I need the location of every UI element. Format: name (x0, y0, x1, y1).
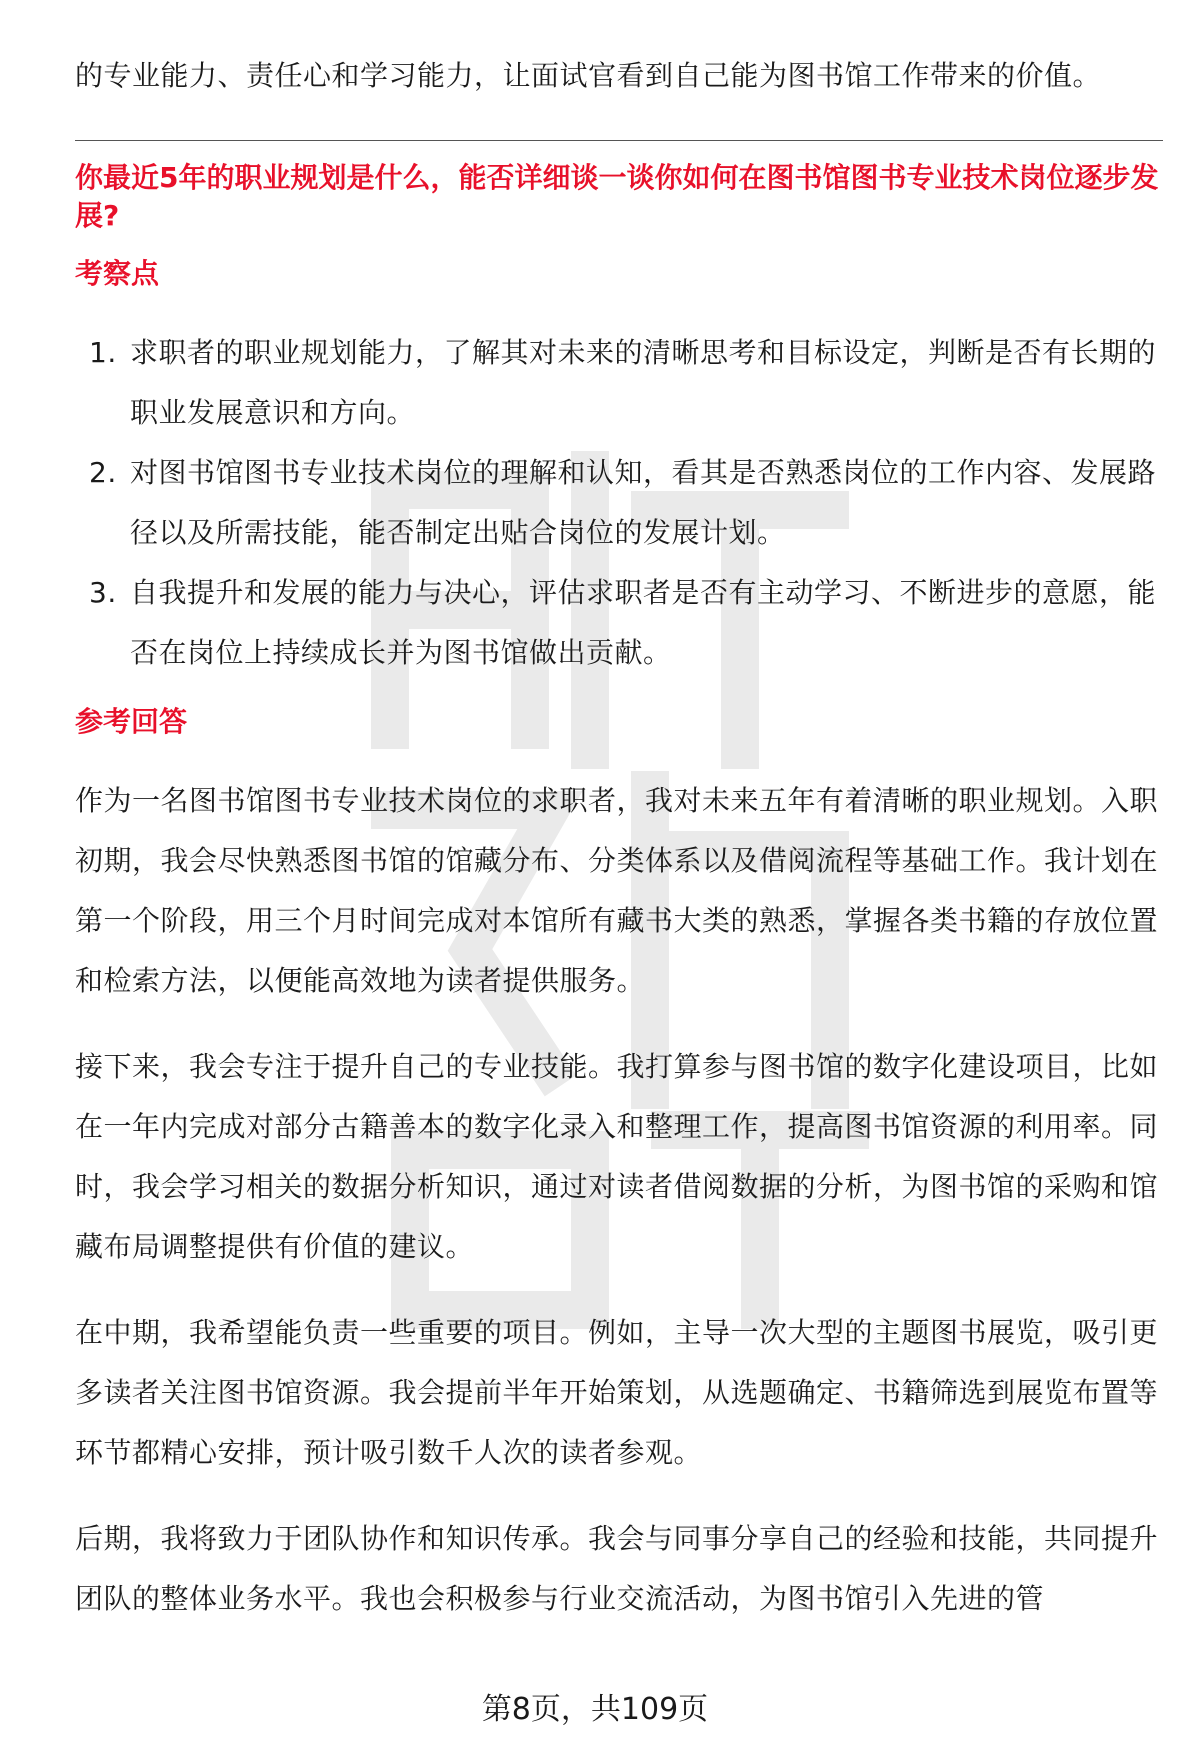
answer-paragraph: 在中期，我希望能负责一些重要的项目。例如，主导一次大型的主题图书展览，吸引更多读者关注图书馆资源。我会提前半年开始策划，从选题确定、书籍筛选到展览布置等环节都精心安排，预计吸引数千人次的读者参观。 (75, 1316, 1159, 1469)
list-item-number: 3. (89, 576, 117, 609)
answer-paragraph: 后期，我将致力于团队协作和知识传承。我会与同事分享自己的经验和技能，共同提升团队的整体业务水平。我也会积极参与行业交流活动，为图书馆引入先进的管 (75, 1522, 1159, 1615)
intro-paragraph: 的专业能力、责任心和学习能力，让面试官看到自己能为图书馆工作带来的价值。 (75, 59, 1102, 92)
list-item-text: 求职者的职业规划能力，了解其对未来的清晰思考和目标设定，判断是否有长期的职业发展意识和方向。 (130, 336, 1157, 429)
list-item (75, 323, 1163, 443)
answer-paragraph: 接下来，我会专注于提升自己的专业技能。我打算参与图书馆的数字化建设项目，比如在一年内完成对部分古籍善本的数字化录入和整理工作，提高图书馆资源的利用率。同时，我会学习相关的数据分析知识，通过对读者借阅数据的分析，为图书馆的采购和馆藏布局调整提供有价值的建议。 (75, 1050, 1159, 1263)
list-item-text: 自我提升和发展的能力与决心，评估求职者是否有主动学习、不断进步的意愿，能否在岗位上持续成长并为图书馆做出贡献。 (130, 576, 1157, 669)
answer-heading: 参考回答 (75, 705, 188, 738)
list-item-number: 2. (89, 456, 117, 489)
interview-question: 你最近5年的职业规划是什么，能否详细谈一谈你如何在图书馆图书专业技术岗位逐步发展? (75, 161, 1159, 232)
focus-heading: 考察点 (75, 257, 160, 290)
content-area (75, 46, 1163, 1655)
list-item (75, 563, 1163, 683)
list-item-number: 1. (89, 336, 117, 369)
list-item (75, 443, 1163, 563)
section-divider (75, 140, 1163, 141)
list-item-text: 对图书馆图书专业技术岗位的理解和认知，看其是否熟悉岗位的工作内容、发展路径以及所需技能，能否制定出贴合岗位的发展计划。 (130, 456, 1157, 549)
answer-paragraph: 作为一名图书馆图书专业技术岗位的求职者，我对未来五年有着清晰的职业规划。入职初期，我会尽快熟悉图书馆的馆藏分布、分类体系以及借阅流程等基础工作。我计划在第一个阶段，用三个月时间完成对本馆所有藏书大类的熟悉，掌握各类书籍的存放位置和检索方法，以便能高效地为读者提供服务。 (75, 784, 1159, 997)
page-footer: 第8页，共109页 (481, 1692, 709, 1727)
focus-list (75, 323, 1163, 683)
